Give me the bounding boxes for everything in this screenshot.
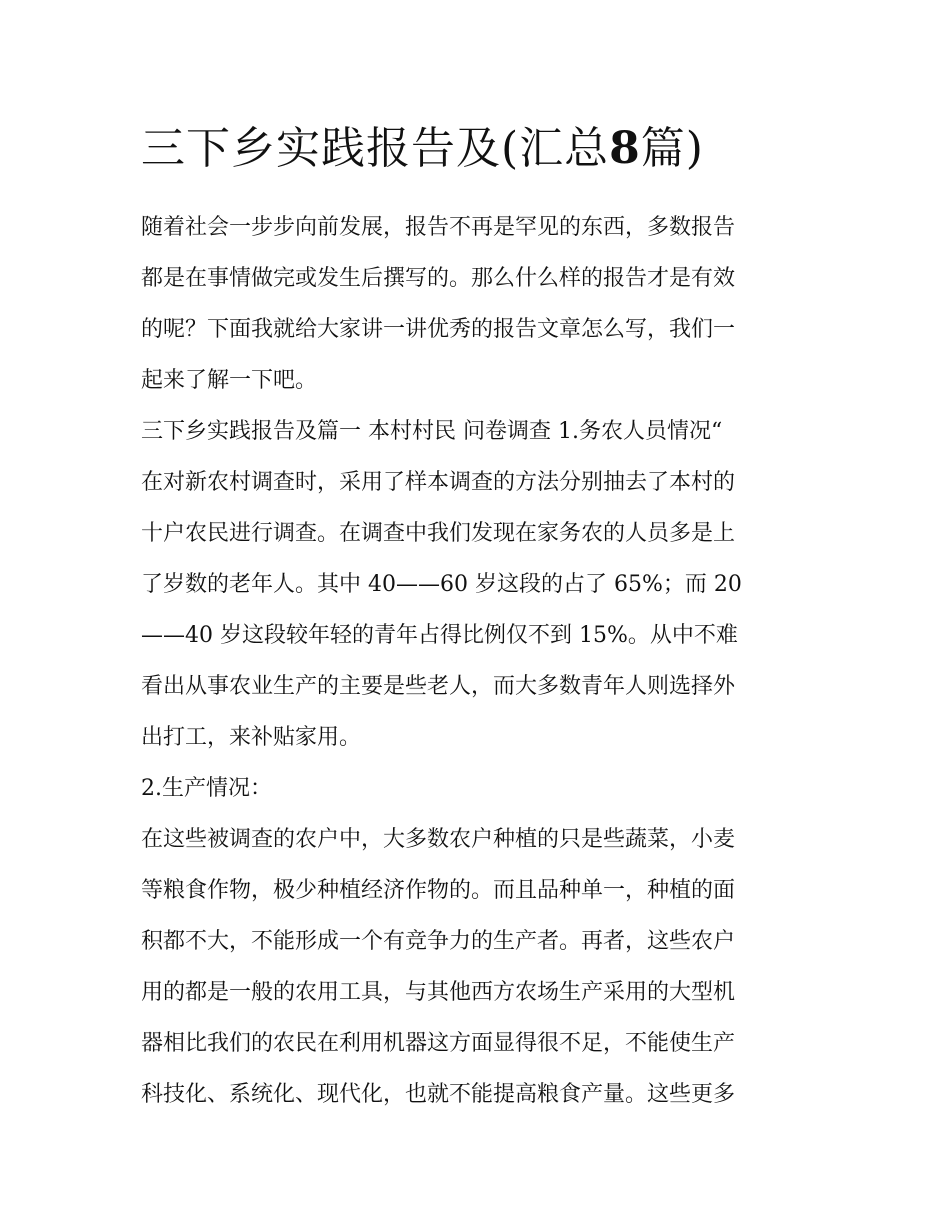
text-line: ——40 岁这段较年轻的青年占得比例仅不到 15%。从中不难 bbox=[141, 623, 738, 648]
document-title bbox=[141, 118, 813, 180]
text-line: 等粮食作物，极少种植经济作物的。而且品种单一，种植的面 bbox=[141, 878, 736, 903]
title-suffix: 篇) bbox=[640, 123, 704, 174]
text-line: 积都不大，不能形成一个有竞争力的生产者。再者，这些农户 bbox=[141, 929, 736, 954]
text-line: 十户农民进行调查。在调查中我们发现在家务农的人员多是上 bbox=[141, 521, 736, 546]
paragraph-lines bbox=[141, 202, 813, 1120]
title-number: 8 bbox=[609, 123, 641, 174]
text-line: 在对新农村调查时，采用了样本调查的方法分别抽去了本村的 bbox=[141, 470, 736, 495]
document-body bbox=[141, 118, 813, 1120]
text-line: 起来了解一下吧。 bbox=[141, 368, 318, 393]
text-line: 出打工，来补贴家用。 bbox=[141, 725, 362, 750]
text-line: 看出从事农业生产的主要是些老人，而大多数青年人则选择外 bbox=[141, 674, 736, 699]
text-line: 随着社会一步步向前发展，报告不再是罕见的东西，多数报告 bbox=[141, 215, 736, 240]
text-line: 用的都是一般的农用工具，与其他西方农场生产采用的大型机 bbox=[141, 980, 736, 1005]
title-prefix: 三下乡实践报告及(汇总 bbox=[141, 123, 610, 174]
text-line: 2.生产情况： bbox=[141, 776, 272, 801]
text-line: 的呢？下面我就给大家讲一讲优秀的报告文章怎么写，我们一 bbox=[141, 317, 736, 342]
text-line: 都是在事情做完或发生后撰写的。那么什么样的报告才是有效 bbox=[141, 266, 736, 291]
text-line: 科技化、系统化、现代化，也就不能提高粮食产量。这些更多 bbox=[141, 1082, 736, 1107]
text-line: 了岁数的老年人。其中 40——60 岁这段的占了 65%；而 20 bbox=[141, 572, 742, 597]
text-line: 器相比我们的农民在利用机器这方面显得很不足，不能使生产 bbox=[141, 1031, 736, 1056]
text-line: 三下乡实践报告及篇一 本村村民 问卷调查 1.务农人员情况“ bbox=[141, 419, 723, 444]
text-line: 在这些被调查的农户中，大多数农户种植的只是些蔬菜，小麦 bbox=[141, 827, 736, 852]
